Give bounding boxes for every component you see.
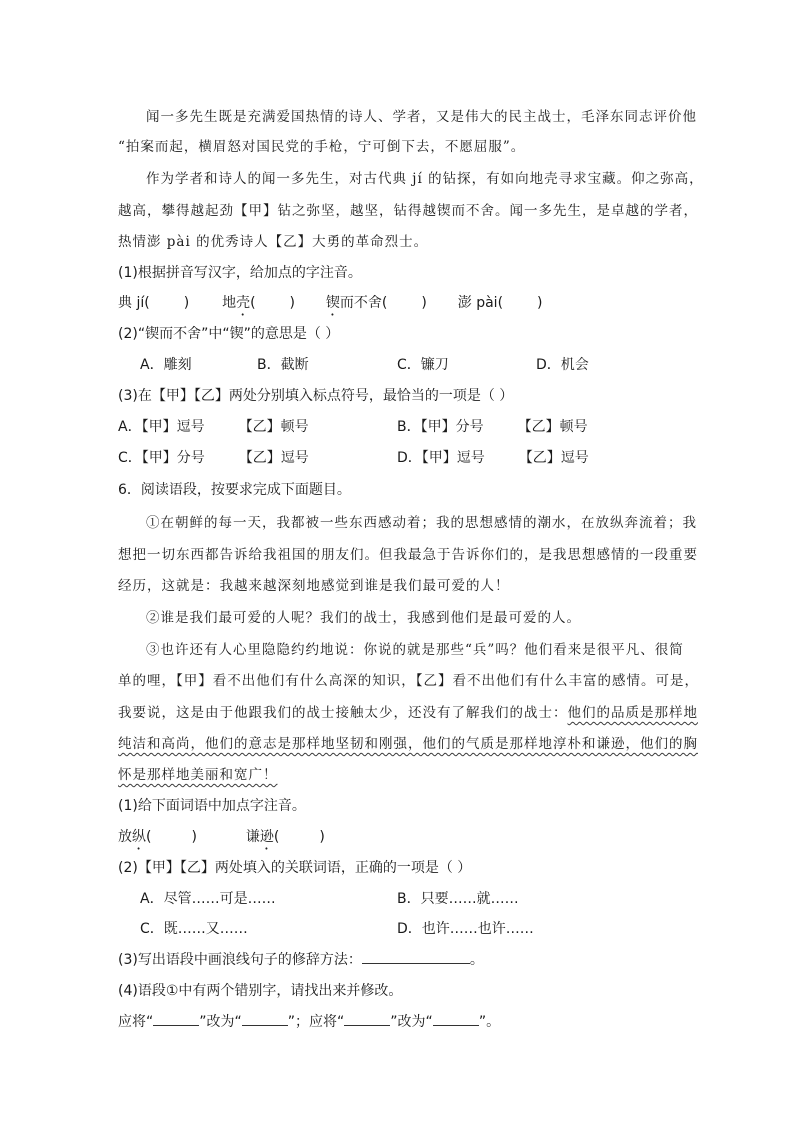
q5-sub3-label: (3)在【甲】【乙】两处分别填入标点符号，最恰当的一项是（ ） bbox=[118, 388, 514, 404]
q6-para3-line3: 我要说，这是由于他跟我们的战士接触太少，还没有了解我们的战士：他们的品质是那样地 bbox=[118, 705, 698, 721]
q5-sub1-items: 典 jí( ) 地壳( ) 锲而不舍( ) 澎 pài( ) bbox=[118, 295, 543, 311]
q6-para3-line2: 单的哩，【甲】看不出他们有什么高深的知识，【乙】看不出他们有什么丰富的感情。可是， bbox=[118, 673, 699, 689]
q5-sub2-option-a: A．雕刻 bbox=[140, 357, 192, 373]
item-pengpai: 澎 pài( bbox=[457, 295, 504, 311]
q5-sub2-option-c: C．镰刀 bbox=[397, 357, 449, 373]
answer-blank-4[interactable] bbox=[433, 1011, 479, 1026]
q6-sub4-answer: 应将“ ”改为“ ”；应将“ ”改为“ ”。 bbox=[118, 1011, 500, 1031]
q5-sub2-option-d: D．机会 bbox=[536, 357, 589, 373]
passage1-line5: 热情澎 pài 的优秀诗人【乙】大勇的革命烈士。 bbox=[118, 234, 429, 250]
q6-para3-line5-wavy: 怀是那样地美丽和宽广！ bbox=[118, 767, 278, 783]
answer-blank-2[interactable] bbox=[242, 1011, 288, 1026]
answer-blank[interactable] bbox=[362, 949, 470, 964]
q5-sub2-option-b: B．截断 bbox=[257, 357, 309, 373]
q6-title: 6．阅读语段，按要求完成下面题目。 bbox=[118, 482, 351, 498]
q6-para3-line1: ③也许还有人心里隐隐约约地说：你说的就是那些“兵”吗？他们看来是很平凡、很简 bbox=[146, 642, 684, 658]
q5-sub3-option-d: D．【甲】逗号 【乙】逗号 bbox=[397, 450, 589, 466]
q6-para1-line3: 经历，这就是：我越来越深刻地感觉到谁是我们最可爱的人！ bbox=[118, 578, 510, 594]
passage1-line4: 越高，攀得越起劲【甲】钻之弥坚，越坚，钻得越锲而不舍。闻一多先生，是卓越的学者， bbox=[118, 203, 698, 219]
q5-sub3-option-a: A．【甲】逗号 【乙】顿号 bbox=[118, 419, 309, 435]
q5-sub3-option-b: B．【甲】分号 【乙】顿号 bbox=[397, 419, 588, 435]
q6-sub2-label: (2)【甲】【乙】两处填入的关联词语，正确的一项是（ ） bbox=[118, 860, 472, 876]
q6-para3-line4-wavy: 纯洁和高尚，他们的意志是那样地坚韧和刚强，他们的气质是那样地淳朴和谦逊，他们的胸 bbox=[118, 736, 698, 752]
passage1-line3: 作为学者和诗人的闻一多先生，对古代典 jí 的钻探，有如向地壳寻求宝藏。仰之弥高， bbox=[146, 171, 704, 187]
q5-sub3-option-c: C．【甲】分号 【乙】逗号 bbox=[118, 450, 309, 466]
answer-blank-3[interactable] bbox=[344, 1011, 390, 1026]
answer-blank-1[interactable] bbox=[153, 1011, 199, 1026]
q6-sub2-option-c: C．既……又…… bbox=[140, 921, 248, 937]
item-diqiao: 地壳( bbox=[222, 295, 256, 311]
q6-sub1-words: 放纵( ) 谦逊( ) bbox=[118, 829, 325, 845]
q6-para1-line2: 想把一切东西都告诉给我祖国的朋友们。但我最急于告诉你们的，是我思想感情的一段重要 bbox=[118, 547, 698, 563]
q6-sub2-option-b: B．只要……就…… bbox=[397, 891, 519, 907]
q6-sub2-option-d: D．也许……也许…… bbox=[397, 921, 534, 937]
q6-para2: ②谁是我们最可爱的人呢？我们的战士，我感到他们是最可爱的人。 bbox=[146, 610, 581, 626]
q6-sub4-label: (4)语段①中有两个错别字，请找出来并修改。 bbox=[118, 983, 403, 999]
q6-sub1-label: (1)给下面词语中加点字注音。 bbox=[118, 798, 306, 814]
q6-sub3: (3)写出语段中画浪线句子的修辞方法： 。 bbox=[118, 949, 484, 969]
item-qieerbushe: 锲而不舍( bbox=[325, 295, 388, 311]
passage1-line1: 闻一多先生既是充满爱国热情的诗人、学者，又是伟大的民主战士，毛泽东同志评价他 bbox=[146, 109, 697, 125]
wavy-sentence-start: 他们的品质是那样地 bbox=[567, 705, 698, 721]
item-dianji: 典 jí( bbox=[118, 295, 150, 311]
q5-sub1-label: (1)根据拼音写汉字，给加点的字注音。 bbox=[118, 265, 362, 281]
passage1-line2: “拍案而起，横眉怒对国民党的手枪，宁可倒下去，不愿屈服”。 bbox=[118, 139, 526, 155]
q5-sub2-label: (2)“锲而不舍”中“锲”的意思是（ ） bbox=[118, 326, 340, 342]
q6-sub2-option-a: A．尽管……可是…… bbox=[140, 891, 276, 907]
q6-para1-line1: ①在朝鲜的每一天，我都被一些东西感动着；我的思想感情的潮水，在放纵奔流着；我 bbox=[146, 515, 697, 531]
